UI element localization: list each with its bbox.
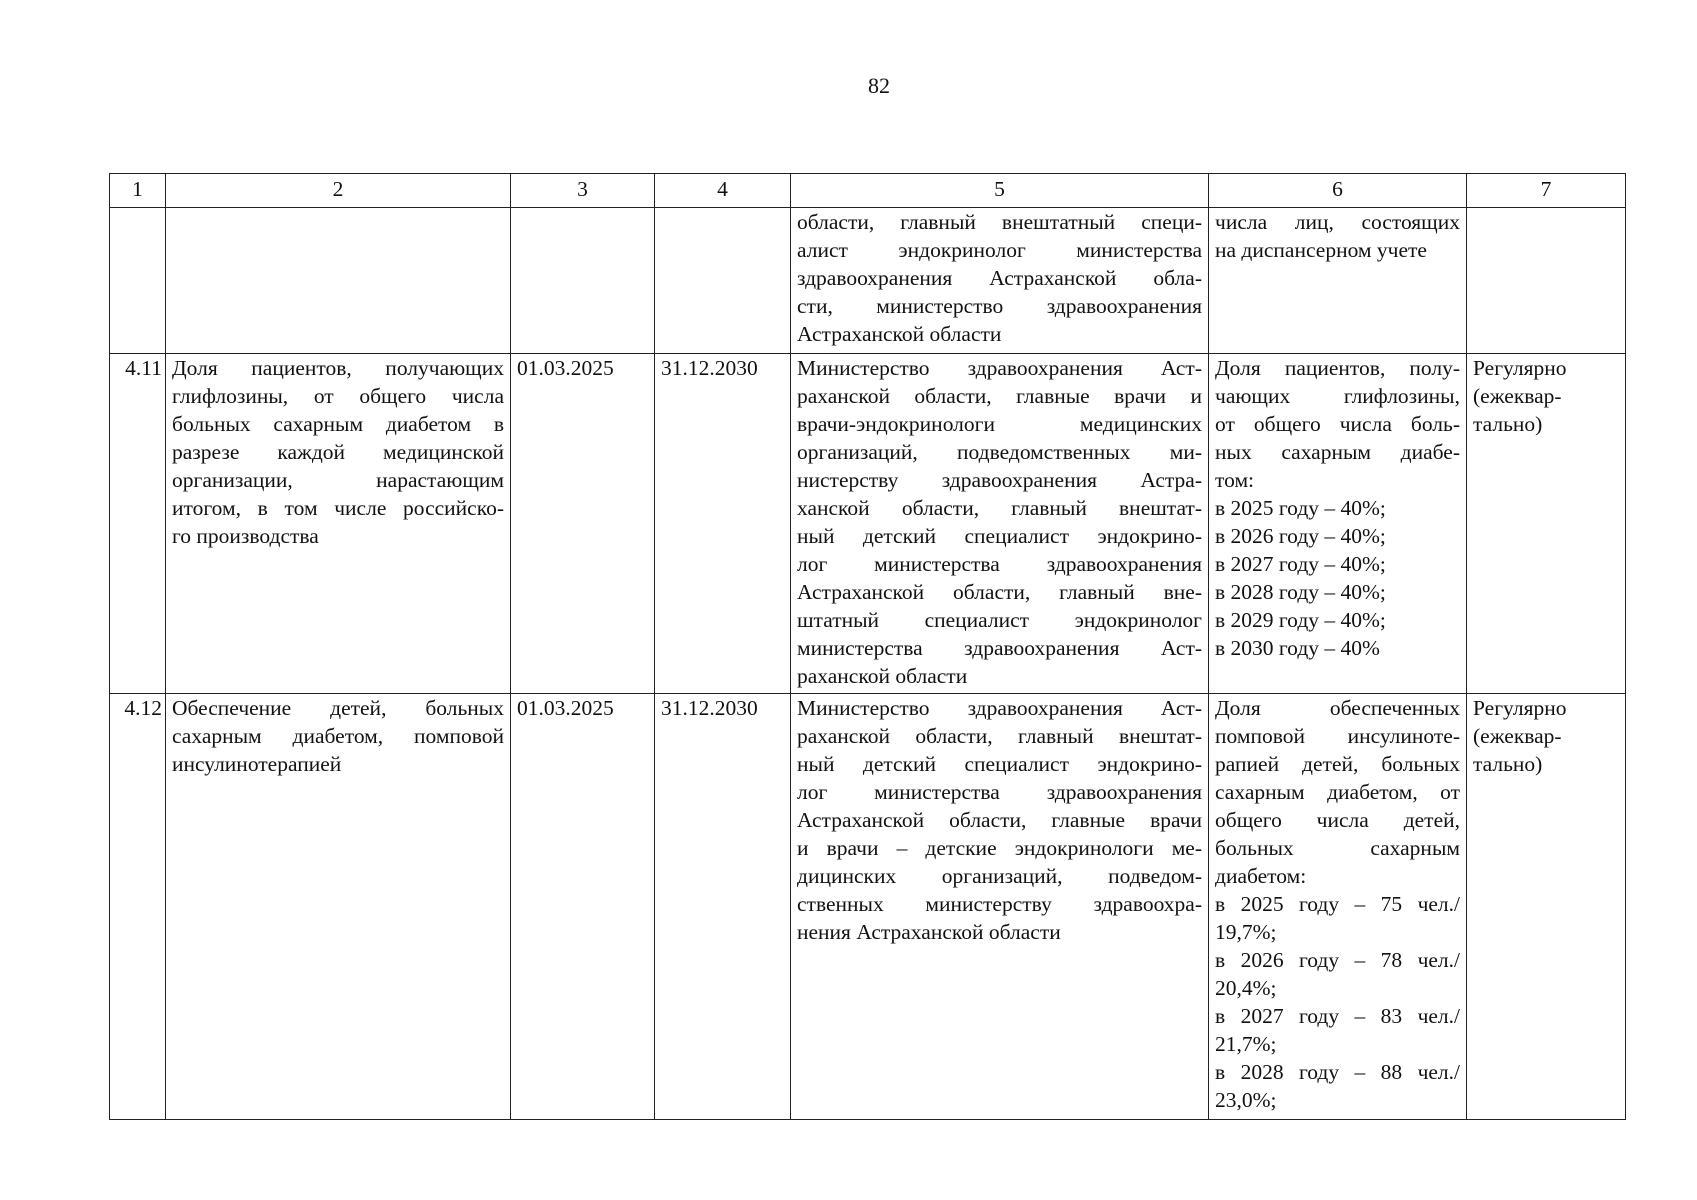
column-header-6: 6 xyxy=(1209,174,1467,208)
text-line: разрезе каждой медицинской xyxy=(172,440,504,464)
text-line: в 2025 году – 75 чел./ xyxy=(1215,892,1460,916)
cell-description xyxy=(166,694,511,1120)
text-line: здравоохранения Астраханской обла- xyxy=(797,266,1202,290)
text-line: ственных министерству здравоохра- xyxy=(797,892,1202,916)
cell-result xyxy=(1209,208,1467,354)
text-line: Министерство здравоохранения Аст- xyxy=(797,356,1202,380)
cell-number: 4.12 xyxy=(110,694,166,1120)
text-line: том: xyxy=(1215,468,1255,492)
text-line: организации, нарастающим xyxy=(172,468,504,492)
text-line: Доля обеспеченных xyxy=(1215,696,1460,720)
text-line: Министерство здравоохранения Аст- xyxy=(797,696,1202,720)
cell-end-date: 31.12.2030 xyxy=(655,694,791,1120)
cell-responsible xyxy=(791,208,1209,354)
text-line: сахарным диабетом, помповой xyxy=(172,724,504,748)
table-row xyxy=(110,694,1626,1120)
text-line: нения Астраханской области xyxy=(797,920,1061,944)
text-line: министерства здравоохранения Аст- xyxy=(797,636,1202,660)
table-row xyxy=(110,354,1626,694)
text-line: дицинских организаций, подведом- xyxy=(797,864,1202,888)
text-line: врачи-эндокринологи медицинских xyxy=(797,412,1202,436)
text-line: ных сахарным диабе- xyxy=(1215,440,1460,464)
text-line: 20,4%; xyxy=(1215,976,1277,1000)
text-line: числа лиц, состоящих xyxy=(1215,210,1460,234)
text-line: ный детский специалист эндокрино- xyxy=(797,752,1202,776)
cell-responsible xyxy=(791,694,1209,1120)
text-line: 21,7%; xyxy=(1215,1032,1277,1056)
text-line: Обеспечение детей, больных xyxy=(172,696,504,720)
text-line: на диспансерном учете xyxy=(1215,238,1427,262)
cell-periodicity xyxy=(1467,208,1626,354)
cell-start-date: 01.03.2025 xyxy=(511,694,655,1120)
column-header-5: 5 xyxy=(791,174,1209,208)
text-line: Астраханской области xyxy=(797,322,1002,346)
cell-responsible xyxy=(791,354,1209,694)
column-header-2: 2 xyxy=(166,174,511,208)
text-line: сахарным диабетом, от xyxy=(1215,780,1460,804)
cell-start-date: 01.03.2025 xyxy=(511,354,655,694)
column-header-3: 3 xyxy=(511,174,655,208)
text-line: Астраханской области, главный вне- xyxy=(797,580,1202,604)
cell-periodicity xyxy=(1467,694,1626,1120)
cell-end-date xyxy=(655,208,791,354)
column-header-1: 1 xyxy=(110,174,166,208)
text-line: больных сахарным xyxy=(1215,836,1460,860)
page-number: 82 xyxy=(868,73,890,98)
text-line: области, главный внештатный специ- xyxy=(797,210,1202,234)
cell-description xyxy=(166,354,511,694)
text-line: рапией детей, больных xyxy=(1215,752,1460,776)
text-line: чающих глифлозины, xyxy=(1215,384,1460,408)
text-line: в 2026 году – 78 чел./ xyxy=(1215,948,1460,972)
text-line: штатный специалист эндокринолог xyxy=(797,608,1202,632)
column-header-4: 4 xyxy=(655,174,791,208)
cell-number xyxy=(110,208,166,354)
text-line: Регулярно xyxy=(1473,356,1567,380)
text-line: алист эндокринолог министерства xyxy=(797,238,1202,262)
text-line: (ежеквар- xyxy=(1473,384,1562,408)
text-line: в 2029 году – 40%; xyxy=(1215,608,1386,632)
text-line: общего числа детей, xyxy=(1215,808,1460,832)
cell-result xyxy=(1209,694,1467,1120)
text-line: раханской области xyxy=(797,664,968,688)
text-line: 19,7%; xyxy=(1215,920,1277,944)
text-line: помповой инсулиноте- xyxy=(1215,724,1460,748)
text-line: в 2027 году – 40%; xyxy=(1215,552,1386,576)
text-line: в 2026 году – 40%; xyxy=(1215,524,1386,548)
text-line: Астраханской области, главные врачи xyxy=(797,808,1202,832)
plan-table xyxy=(109,173,1626,1120)
column-header-7: 7 xyxy=(1467,174,1626,208)
text-line: лог министерства здравоохранения xyxy=(797,552,1202,576)
cell-description xyxy=(166,208,511,354)
header-row xyxy=(110,174,1626,208)
text-line: Регулярно xyxy=(1473,696,1567,720)
text-line: в 2028 году – 88 чел./ xyxy=(1215,1060,1460,1084)
text-line: (ежеквар- xyxy=(1473,724,1562,748)
text-line: Доля пациентов, получающих xyxy=(172,356,504,380)
text-line: в 2027 году – 83 чел./ xyxy=(1215,1004,1460,1028)
text-line: ханской области, главный внештат- xyxy=(797,496,1202,520)
text-line: нистерству здравоохранения Астра- xyxy=(797,468,1202,492)
text-line: лог министерства здравоохранения xyxy=(797,780,1202,804)
text-line: тально) xyxy=(1473,412,1543,436)
cell-start-date xyxy=(511,208,655,354)
table-row-continuation xyxy=(110,208,1626,354)
text-line: Доля пациентов, полу- xyxy=(1215,356,1460,380)
text-line: 23,0%; xyxy=(1215,1088,1277,1112)
text-line: сти, министерство здравоохранения xyxy=(797,294,1202,318)
text-line: го производства xyxy=(172,524,319,548)
text-line: итогом, в том числе российско- xyxy=(172,496,504,520)
text-line: организаций, подведомственных ми- xyxy=(797,440,1202,464)
text-line: в 2025 году – 40%; xyxy=(1215,496,1386,520)
cell-number: 4.11 xyxy=(110,354,166,694)
text-line: раханской области, главные врачи и xyxy=(797,384,1202,408)
text-line: глифлозины, от общего числа xyxy=(172,384,504,408)
text-line: больных сахарным диабетом в xyxy=(172,412,504,436)
text-line: инсулинотерапией xyxy=(172,752,342,776)
text-line: в 2028 году – 40%; xyxy=(1215,580,1386,604)
text-line: тально) xyxy=(1473,752,1543,776)
text-line: в 2030 году – 40% xyxy=(1215,636,1380,660)
text-line: от общего числа боль- xyxy=(1215,412,1460,436)
cell-end-date: 31.12.2030 xyxy=(655,354,791,694)
text-line: и врачи – детские эндокринологи ме- xyxy=(797,836,1202,860)
cell-result xyxy=(1209,354,1467,694)
text-line: диабетом: xyxy=(1215,864,1307,888)
cell-periodicity xyxy=(1467,354,1626,694)
text-line: ный детский специалист эндокрино- xyxy=(797,524,1202,548)
text-line: раханской области, главный внештат- xyxy=(797,724,1202,748)
